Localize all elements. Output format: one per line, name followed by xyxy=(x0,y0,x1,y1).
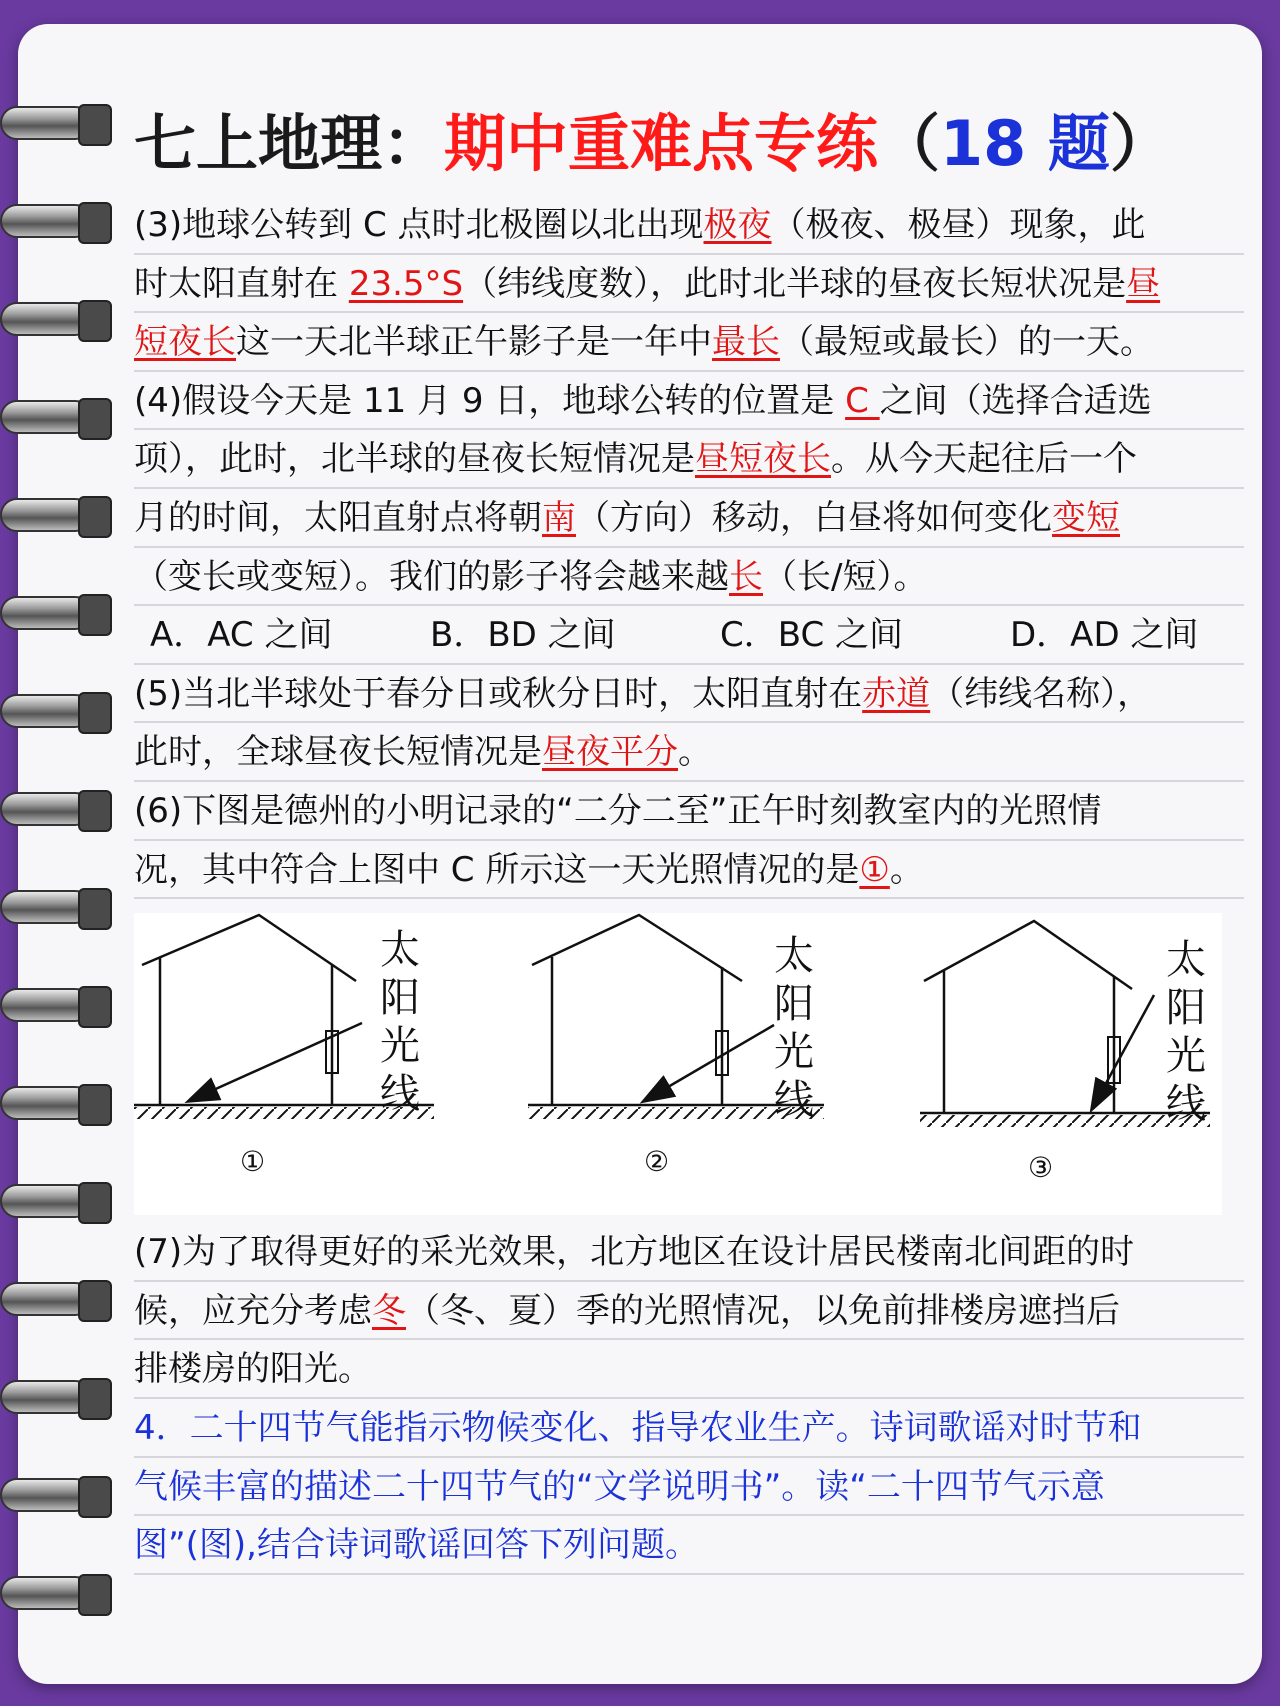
answer: 长 xyxy=(729,556,763,597)
caption-2: ② xyxy=(644,1145,670,1179)
ring-icon xyxy=(0,978,112,1032)
title-paren-close: ） xyxy=(1109,107,1172,180)
page-title xyxy=(134,96,1244,196)
text-line: (6)下图是德州的小明记录的“二分二至”正午时刻教室内的光照情 xyxy=(134,782,1244,841)
ring-icon xyxy=(0,880,112,934)
title-paren-open: （ xyxy=(878,107,941,180)
question-6 xyxy=(134,782,1244,899)
question-5 xyxy=(134,665,1244,782)
svg-text:太: 太 xyxy=(774,933,814,980)
ring-icon xyxy=(0,1174,112,1228)
answer: 最长 xyxy=(712,322,780,363)
ring-icon xyxy=(0,1076,112,1130)
ring-icon xyxy=(0,684,112,738)
house-diagram-1 xyxy=(134,915,434,1178)
text-line: (3)地球公转到 C 点时北极圈以北出现极夜（极夜、极昼）现象，此 xyxy=(134,196,1244,255)
option-a: A．AC 之间 xyxy=(150,615,333,656)
answer: 变短 xyxy=(1052,497,1120,538)
caption-1: ① xyxy=(240,1145,266,1179)
spiral-binding xyxy=(0,0,110,1706)
question-4-solar-terms xyxy=(134,1399,1244,1575)
svg-text:线: 线 xyxy=(774,1077,814,1124)
option-c: C．BC 之间 xyxy=(720,615,904,656)
ring-icon xyxy=(0,782,112,836)
text-line: (4)假设今天是 11 月 9 日，地球公转的位置是 C 之间（选择合适选 xyxy=(134,372,1244,431)
text-line: 项），此时，北半球的昼夜长短情况是昼短夜长。从今天起往后一个 xyxy=(134,430,1244,489)
answer: C xyxy=(845,380,880,421)
answer: 极夜 xyxy=(703,205,772,245)
svg-text:阳: 阳 xyxy=(1166,985,1206,1032)
text-line: 短夜长这一天北半球正午影子是一年中最长（最短或最长）的一天。 xyxy=(134,313,1244,372)
title-prefix: 七上地理： xyxy=(134,107,445,180)
answer: 赤道 xyxy=(862,673,931,714)
text-line: 排楼房的阳光。 xyxy=(134,1340,1244,1399)
ring-icon xyxy=(0,96,112,150)
option-d: D．AD 之间 xyxy=(1010,615,1199,656)
ring-icon xyxy=(0,292,112,346)
svg-text:光: 光 xyxy=(774,1029,814,1076)
title-count: 18 题 xyxy=(940,107,1110,180)
question-4 xyxy=(134,372,1244,665)
ring-icon xyxy=(0,1370,112,1424)
option-b: B．BD 之间 xyxy=(430,615,616,656)
ring-icon xyxy=(0,390,112,444)
text-line: 月的时间，太阳直射点将朝南（方向）移动，白昼将如何变化变短 xyxy=(134,489,1244,548)
svg-text:太: 太 xyxy=(380,927,420,974)
text-line: 4．二十四节气能指示物候变化、指导农业生产。诗词歌谣对时节和 xyxy=(134,1399,1244,1458)
text-line: （变长或变短）。我们的影子将会越来越长（长/短）。 xyxy=(134,548,1244,607)
answer: 冬 xyxy=(372,1290,406,1331)
ring-icon xyxy=(0,1272,112,1326)
house-diagram-3 xyxy=(920,921,1210,1184)
text-line: 候，应充分考虑冬（冬、夏）季的光照情况，以免前排楼房遮挡后 xyxy=(134,1282,1244,1341)
answer: 昼短夜长 xyxy=(695,439,831,480)
text-line: 时太阳直射在 23.5°S（纬线度数），此时北半球的昼夜长短状况是昼 xyxy=(134,255,1244,314)
svg-text:线: 线 xyxy=(380,1071,420,1118)
answer: 昼夜平分 xyxy=(542,732,678,773)
svg-text:光: 光 xyxy=(380,1023,420,1070)
answer: 昼 xyxy=(1126,263,1161,304)
svg-text:光: 光 xyxy=(1166,1033,1206,1080)
text-line: (7)为了取得更好的采光效果，北方地区在设计居民楼南北间距的时 xyxy=(134,1223,1244,1282)
text-line: 气候丰富的描述二十四节气的“文学说明书”。读“二十四节气示意 xyxy=(134,1458,1244,1517)
answer: ① xyxy=(859,849,890,890)
text-line: 图”(图),结合诗词歌谣回答下列问题。 xyxy=(134,1516,1244,1575)
ring-icon xyxy=(0,194,112,248)
svg-text:太: 太 xyxy=(1166,937,1206,984)
question-7 xyxy=(134,1223,1244,1399)
svg-text:阳: 阳 xyxy=(774,981,814,1028)
text-line: 况，其中符合上图中 C 所示这一天光照情况的是①。 xyxy=(134,841,1244,900)
ring-icon xyxy=(0,586,112,640)
answer: 短夜长 xyxy=(134,322,236,363)
house-sunlight-figure xyxy=(134,913,1222,1215)
house-diagram-2 xyxy=(528,915,824,1178)
text-line: 此时，全球昼夜长短情况是昼夜平分。 xyxy=(134,723,1244,782)
svg-text:线: 线 xyxy=(1166,1081,1206,1128)
text-line: (5)当北半球处于春分日或秋分日时，太阳直射在赤道（纬线名称）， xyxy=(134,665,1244,724)
title-highlight: 期中重难点专练 xyxy=(444,107,879,180)
ring-icon xyxy=(0,1468,112,1522)
house-diagrams xyxy=(134,913,1222,1215)
caption-3: ③ xyxy=(1028,1151,1054,1185)
svg-text:阳: 阳 xyxy=(380,975,420,1022)
ring-icon xyxy=(0,488,112,542)
answer: 南 xyxy=(542,497,576,538)
page-content xyxy=(134,96,1244,1575)
options-row xyxy=(134,606,1244,665)
question-3 xyxy=(134,196,1244,372)
answer: 23.5°S xyxy=(348,263,464,304)
ring-icon xyxy=(0,1566,112,1620)
